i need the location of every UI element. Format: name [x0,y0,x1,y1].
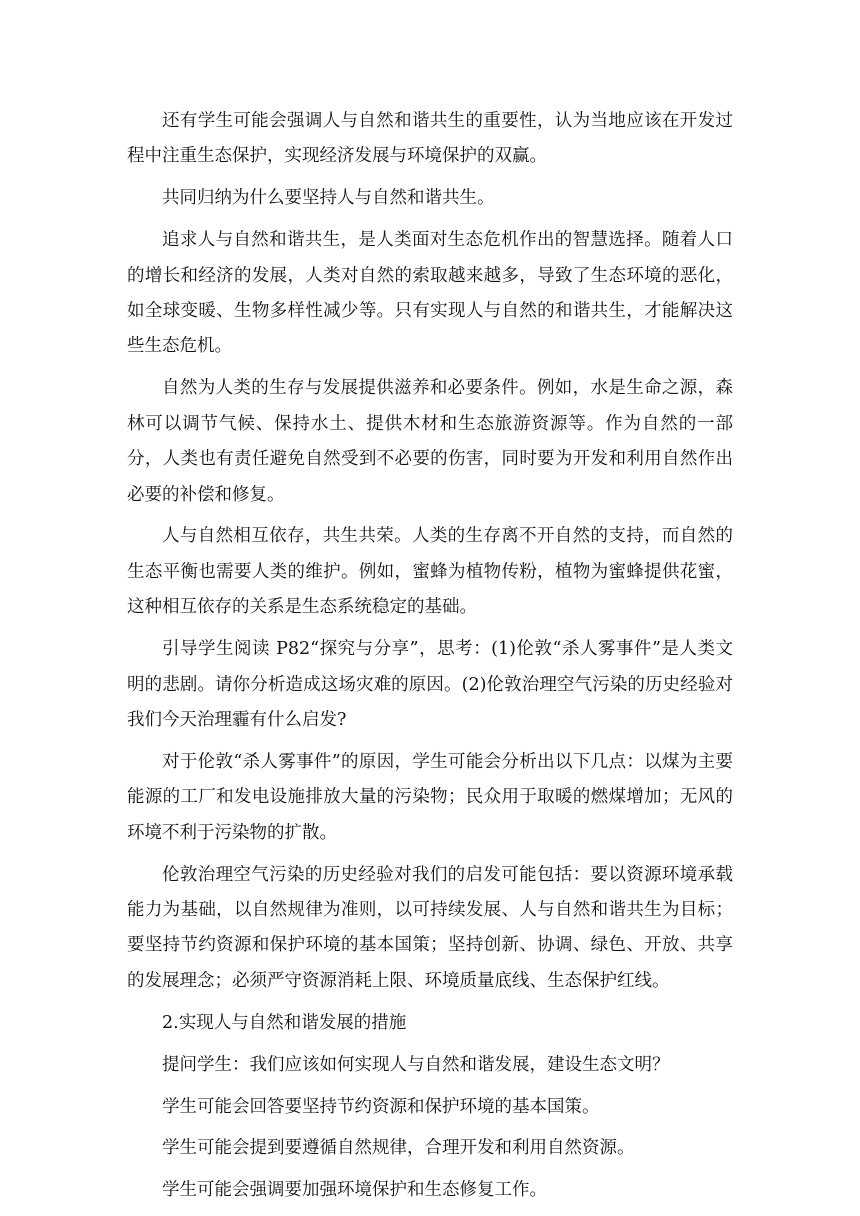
paragraph-harmony-emphasis: 还有学生可能会强调人与自然和谐共生的重要性，认为当地应该在开发过程中注重生态保护，实现经济发展与环境保护的双赢。 [127,111,733,167]
document-body [127,104,733,1215]
paragraph-interdependence: 人与自然相互依存，共生共荣。人类的生存离不开自然的支持，而自然的生态平衡也需要人类的维护。例如，蜜蜂为植物传粉，植物为蜜蜂提供花蜜，这种相互依存的关系是生态系统稳定的基础。 [127,526,733,618]
paragraph-london-fog-causes: 对于伦敦“杀人雾事件”的原因，学生可能会分析出以下几点：以煤为主要能源的工厂和发电设施排放大量的污染物；民众用于取暖的燃煤增加；无风的环境不利于污染物的扩散。 [127,751,733,843]
paragraph-question: 提问学生：我们应该如何实现人与自然和谐发展，建设生态文明？ [162,1054,670,1075]
paragraph-ecological-crisis: 追求人与自然和谐共生，是人类面对生态危机作出的智慧选择。随着人口的增长和经济的发展，人类对自然的索取越来越多，导致了生态环境的恶化，如全球变暖、生物多样性减少等。只有实现人与自然的和谐共生，才能解决这些生态危机。 [127,230,733,357]
paragraph-london-lessons: 伦敦治理空气污染的历史经验对我们的启发可能包括：要以资源环境承载能力为基础，以自然规律为准则，以可持续发展、人与自然和谐共生为目标；要坚持节约资源和保护环境的基本国策；坚持创新、协调、绿色、开放、共享的发展理念；必须严守资源消耗上限、环境质量底线、生态保护红线。 [127,864,733,991]
paragraph-summary-prompt: 共同归纳为什么要坚持人与自然和谐共生。 [162,188,495,209]
paragraph-reading-guide: 引导学生阅读 P82“探究与分享”，思考：(1)伦敦“杀人雾事件”是人类文明的悲剧。请你分析造成这场灾难的原因。(2)伦敦治理空气污染的历史经验对我们今天治理霾有什么启发? [127,639,733,730]
paragraph-answer-restoration: 学生可能会强调要加强环境保护和生态修复工作。 [162,1180,547,1201]
section-heading-measures: 2.实现人与自然和谐发展的措施 [162,1012,407,1033]
paragraph-nature-provides: 自然为人类的生存与发展提供滋养和必要条件。例如，水是生命之源，森林可以调节气候、保持水土、提供木材和生态旅游资源等。作为自然的一部分，人类也有责任避免自然受到不必要的伤害，同时要为开发和利用自然作出必要的补偿和修复。 [127,378,733,505]
paragraph-answer-natural-law: 学生可能会提到要遵循自然规律，合理开发和利用自然资源。 [162,1138,635,1159]
paragraph-answer-policy: 学生可能会回答要坚持节约资源和保护环境的基本国策。 [162,1096,600,1117]
